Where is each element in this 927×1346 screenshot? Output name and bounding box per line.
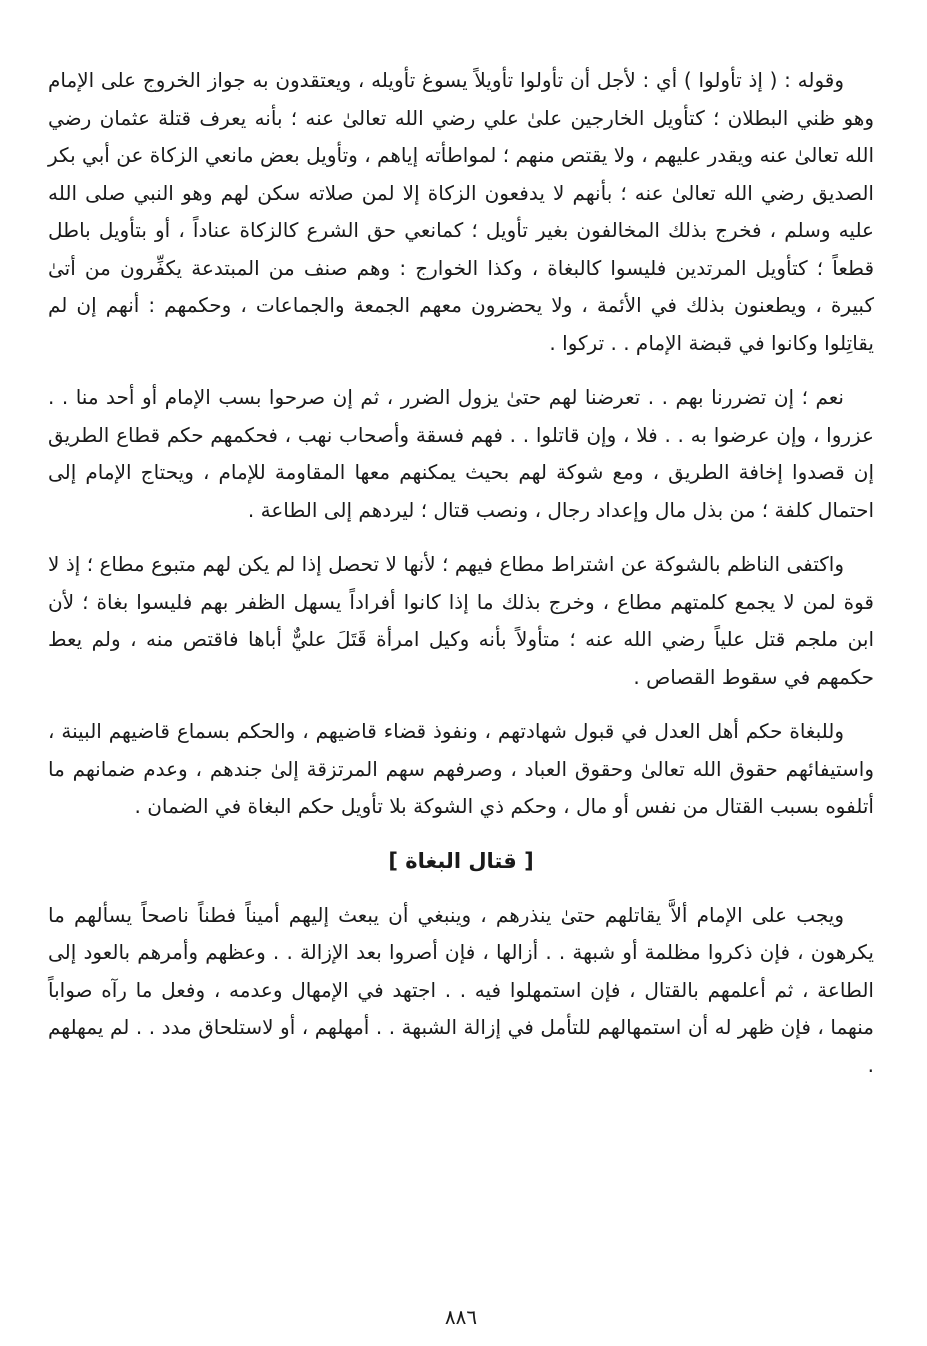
paragraph-interpretation: وقوله : ( إذ تأولوا ) أي : لأجل أن تأولوا تأويلاً يسوغ تأويله ، ويعتقدون به جواز الخروج على الإمام وهو ظني البطلان ؛ كتأويل الخارجين علىٰ علي رضي الله تعالىٰ عنه ؛ بأنه يعرف قتلة عثمان رضي الله تعالىٰ عنه ويقدر عليهم ، ولا يقتص منهم ؛ لمواطأته إياهم ، وتأويل بعض مانعي الزكاة عن أبي بكر الصديق رضي الله تعالىٰ عنه ؛ بأنهم لا يدفعون الزكاة إلا لمن صلاته سكن لهم وهو النبي صلى الله عليه وسلم ، فخرج بذلك المخالفون بغير تأويل ؛ كمانعي حق الشرع كالزكاة عناداً ، أو بتأويل باطل قطعاً ؛ كتأويل المرتدين فليسوا كالبغاة ، وكذا الخوارج : وهم صنف من المبتدعة يكفِّرون من أتىٰ كبيرة ، ويطعنون بذلك في الأئمة ، ولا يحضرون معهم الجمعة والجماعات ، وحكمهم : أنهم إن لم يقاتِلوا وكانوا في قبضة الإمام . . تركوا . [48, 68, 874, 355]
paragraph-shawka: واكتفى الناظم بالشوكة عن اشتراط مطاع فيهم ؛ لأنها لا تحصل إذا لم يكن لهم متبوع مطاع ؛ إذ لا قوة لمن لا يجمع كلمتهم مطاع ، وخرج بذلك ما إذا كانوا أفراداً يسهل الظفر بهم فليسوا بغاة ؛ لأن ابن ملجم قتل علياً رضي الله عنه ؛ متأولاً بأنه وكيل امرأة قَتَلَ عليٌّ أباها فاقتص منه ، ولم يعط حكمهم في سقوط القصاص . [48, 552, 874, 689]
paragraph-rulings: وللبغاة حكم أهل العدل في قبول شهادتهم ، ونفوذ قضاء قاضيهم ، والحكم بسماع قاضيهم البينة ، واستيفائهم حقوق الله تعالىٰ وحقوق العباد ، وصرفهم سهم المرتزقة إلىٰ جندهم ، وعدم ضمانهم ما أتلفوه بسبب القتال من نفس أو مال ، وحكم ذي الشوكة بلا تأويل حكم البغاة في الضمان . [48, 719, 874, 818]
page-number: ٨٨٦ [444, 1305, 478, 1329]
section-heading: [ قتال البغاة ] [388, 848, 534, 873]
paragraph-harm: نعم ؛ إن تضررنا بهم . . تعرضنا لهم حتىٰ يزول الضرر ، ثم إن صرحوا بسب الإمام أو أحد منا . . عزروا ، وإن عرضوا به . . فلا ، وإن قاتلوا . . فهم فسقة وأصحاب نهب ، فحكمهم حكم قطاع الطريق إن قصدوا إخافة الطريق ، ومع شوكة لهم بحيث يمكنهم معها المقاومة للإمام ، ويحتاج الإمام إلى احتمال كلفة ؛ من بذل مال وإعداد رجال ، ونصب قتال ؛ ليردهم إلى الطاعة . [48, 385, 874, 522]
book-page [48, 62, 874, 1329]
paragraph-fighting-rebels: ويجب على الإمام ألاَّ يقاتلهم حتىٰ ينذرهم ، وينبغي أن يبعث إليهم أميناً فطناً ناصحاً يسألهم ما يكرهون ، فإن ذكروا مظلمة أو شبهة . . أزالها ، فإن أصروا بعد الإزالة . . وعظهم وأمرهم بالعود إلى الطاعة ، ثم أعلمهم بالقتال ، فإن استمهلوا فيه . . اجتهد في الإمهال وعدمه ، وفعل ما رآه صواباً منهما ، فإن ظهر له أن استمهالهم للتأمل في إزالة الشبهة . . أمهلهم ، أو لاستلحاق مدد . . لم يمهلهم . [48, 902, 874, 1077]
